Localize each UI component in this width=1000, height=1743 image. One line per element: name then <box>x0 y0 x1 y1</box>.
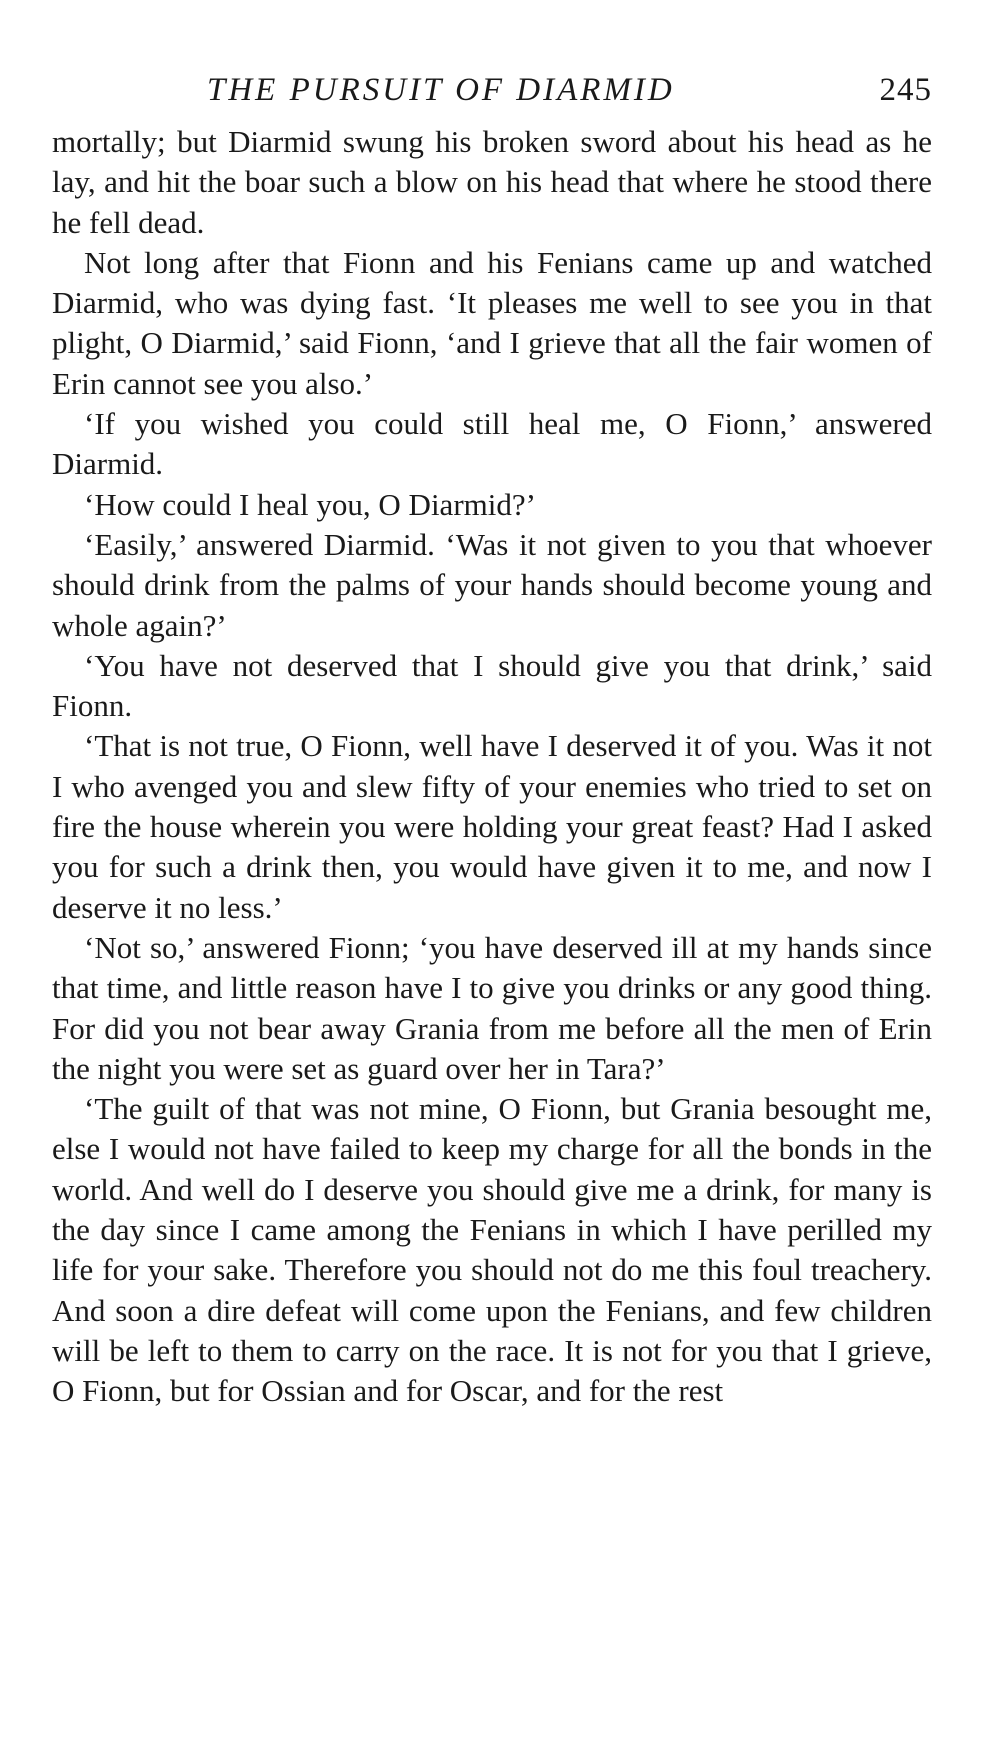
paragraph: mortally; but Diarmid swung his broken sword about his head as he lay, and hit the boar such a blow on his head that where he stood there he fell dead. <box>52 124 932 240</box>
book-page <box>52 72 932 1412</box>
paragraph: ‘The guilt of that was not mine, O Fionn, but Grania besought me, else I would not have failed to keep my charge for all the bonds in the world. And well do I deserve you should give me a drink, for many is the day since I came among the Fenians in which I have perilled my life for your sake. Therefore you should not do me this foul treachery. And soon a dire defeat will come upon the Fenians, and few children will be left to them to carry on the race. It is not for you that I grieve, O Fionn, but for Ossian and for Oscar, and for the rest <box>52 1091 932 1409</box>
paragraph: Not long after that Fionn and his Fenians came up and watched Diarmid, who was dying fast. ‘It pleases me well to see you in that plight, O Diarmid,’ said Fionn, ‘and I grieve that all the fair women of Erin cannot see you also.’ <box>52 244 932 401</box>
paragraph: ‘How could I heal you, O Diarmid?’ <box>84 486 536 522</box>
paragraph: ‘If you wished you could still heal me, O Fionn,’ answered Diarmid. <box>52 406 932 482</box>
paragraph: ‘Easily,’ answered Diarmid. ‘Was it not given to you that whoever should drink from the palms of your hands should become young and whole again?’ <box>52 526 932 643</box>
running-head <box>52 72 932 120</box>
running-title: THE PURSUIT OF DIARMID <box>207 72 675 108</box>
paragraph: ‘Not so,’ answered Fionn; ‘you have deserved ill at my hands since that time, and little reason have I to give you drinks or any good thing. For did you not bear away Grania from me before all the men of Erin the night you were set as guard over her in Tara?’ <box>52 929 932 1086</box>
paragraph: ‘You have not deserved that I should give you that drink,’ said Fionn. <box>52 647 932 724</box>
paragraph: ‘That is not true, O Fionn, well have I deserved it of you. Was it not I who avenged you and slew fifty of your enemies who tried to set on fire the house wherein you were holding your great feast? Had I asked you for such a drink then, you would have given it to me, and now I deserve it no less.’ <box>52 728 932 925</box>
page-number: 245 <box>879 72 932 108</box>
body-text <box>52 122 932 1412</box>
